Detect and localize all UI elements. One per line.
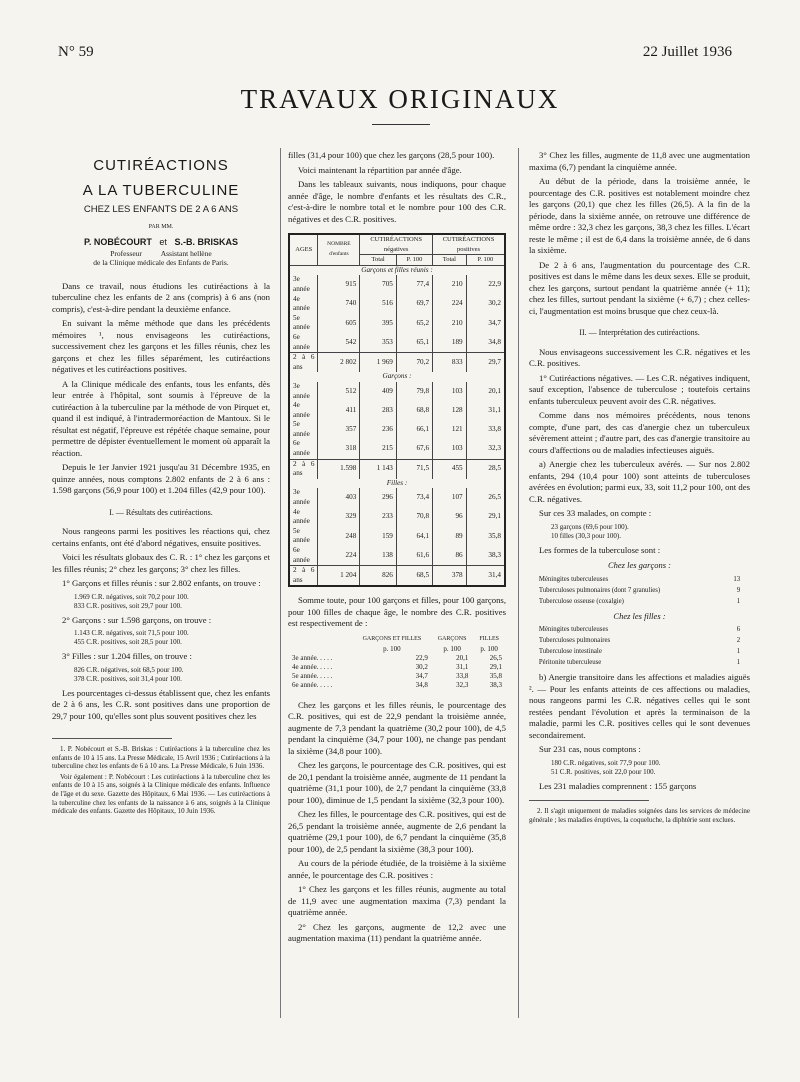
table-cell: 26,5 [489, 653, 502, 662]
table-cell: 6e année [293, 546, 310, 564]
table-cell: 2 802 [318, 353, 360, 373]
table-cell: 6e année [293, 439, 310, 458]
paragraph: Sur ces 33 malades, on compte : [539, 508, 652, 518]
table-cell: 86 [433, 546, 467, 566]
paragraph: filles (31,4 pour 100) que chez les garçons (28,5 pour 100). [288, 150, 495, 160]
table-cell: 5e année. . . . . [292, 671, 333, 680]
table-cell: 409 [360, 382, 397, 401]
table-cell: 455 [433, 459, 467, 479]
author-1: P. NOBÉCOURT [84, 237, 152, 247]
summary-header-boys: GARÇONS [437, 635, 467, 642]
affiliation [52, 249, 270, 267]
table-cell: 22,9 [415, 653, 428, 662]
table-cell: 1 [736, 597, 741, 605]
unit-label: p. 100 [383, 644, 401, 653]
table-row [538, 635, 741, 646]
paragraph: Comme dans nos mémoires précédents, nous tenons compte, d'une part, des cas d'anergie chez un tuberculeux sévèrement atteint ; d'autre part, des cas d'anergie transitoire au cours d'affections ou de maladies infectieuses aiguës. [529, 410, 750, 455]
table-group-title: Garçons : [382, 372, 412, 381]
table-cell: 411 [318, 401, 360, 420]
table-cell: 121 [433, 420, 467, 439]
footnote: 2. Il s'agit uniquement de maladies soignées dans les services de médecine générale ; les maladies éruptives, la coqueluche, la diphtérie sont exclues. [529, 807, 750, 824]
table-cell: 915 [318, 275, 360, 294]
paragraph: 3° Filles : sur 1.204 filles, on trouve : [62, 651, 192, 661]
table-cell: 3e année [293, 275, 310, 293]
percent-summary-table [288, 634, 506, 690]
table-cell: 66,1 [396, 420, 432, 439]
table-cell: 1 969 [360, 353, 397, 373]
paragraph: Les formes de la tuberculose sont : [539, 544, 661, 555]
table-cell: 70,8 [396, 508, 432, 527]
paragraph: Voici les résultats globaux des C. R. : 1° chez les garçons et les filles réunis; 2° chez les garçons; 3° chez les filles. [52, 552, 270, 574]
author-2: S.-B. BRISKAS [174, 237, 238, 247]
result-line: 180 C.R. négatives, soit 77,9 pour 100. 51 C.R. positives, soit 22,0 pour 100. [551, 758, 661, 776]
table-group-title: Filles : [386, 478, 408, 487]
forms-table-girls [538, 624, 741, 668]
section-heading-1: I. — Résultats des cutiréactions. [109, 507, 213, 517]
table-row [289, 333, 505, 353]
table-cell: 6e année [293, 332, 310, 351]
table-row [289, 314, 505, 333]
table-total-row [289, 566, 505, 587]
table-group-row [289, 479, 505, 489]
table-cell: 38,3 [489, 680, 502, 689]
paragraph: Chez les garçons et les filles réunis, le pourcentage des C.R. positives, qui est de 22,9 pendant la troisième année, augmente de 7,3 pendant la quatrième (30,2 pour 100), de 4,5 pendant la cinquième (34,7 pour 100), ne change pas pendant la sixième (34,8 pour 100). [288, 699, 506, 756]
table-cell: 34,7 [415, 671, 428, 680]
table-row [288, 654, 506, 663]
table-cell: 1 [736, 648, 741, 655]
paragraph: 1° Cutiréactions négatives. — Les C.R. négatives indiquent, sauf exception, l'absence de tuberculose ; toutefois certains enfants tuberculeux peuvent avoir des C.R. négatives. [529, 372, 750, 406]
table-cell: 3e année [293, 488, 310, 507]
table-cell: Tuberculose intestinale [538, 648, 602, 655]
table-cell: 20,1 [466, 382, 505, 401]
paragraph: a) Anergie chez les tuberculeux avérés. — Sur nos 2.802 enfants, 294 (10,4 pour 100) sont atteints de tuberculoses avérées en évolution; parmi eux, 33, soit 11,2 pour 100, ont des C.R. négatives. [529, 459, 750, 504]
paragraph: En suivant la même méthode que dans les précédents mémoires ¹, nous envisageons les cutiréactions, successivement chez les garçons et les filles réunis, chez les garçons et chez les filles séparément, les cutiréactions négatives et les cutiréactions positives. [52, 318, 270, 374]
table-header-ages: AGES [289, 234, 318, 265]
table-cell: 103 [433, 382, 467, 401]
table-cell: Péritonite tuberculeuse [538, 659, 602, 666]
paragraph: Chez les filles, le pourcentage des C.R. positives, qui est de 26,5 pendant la troisième année, augmente de 2,6 pendant la quatrième (29,1 pour 100), de 6,7 pendant la cinquième (35,8 pour 100), de 2,5 pendant la sixième (38,3 pour 100). [288, 809, 506, 854]
table-cell: 32,3 [456, 680, 469, 689]
table-cell: 5e année [293, 420, 310, 438]
table-cell: 70,2 [396, 353, 432, 373]
table-header-negative: CUTIRÉACTIONS négatives [360, 234, 433, 255]
table-cell: 34,8 [415, 680, 428, 689]
result-line: 826 C.R. négatives, soit 68,5 pour 100. 378 C.R. positives, soit 31,4 pour 100. [74, 665, 184, 683]
table-cell: 248 [318, 527, 360, 546]
table-cell: 224 [433, 295, 467, 314]
table-cell: 33,8 [456, 671, 469, 680]
table-row [289, 382, 505, 401]
paragraph: De 2 à 6 ans, l'augmentation du pourcentage des C.R. positives est dans le même dans les deux sexes. Elle se produit, chez les garçons, surtout pendant la quatrième année (+ 11); chez les filles, surtout pendant la sixième (+ 6,7) ; chez celles-ci, l'augmentation est moins brusque que chez ceux-là. [529, 259, 750, 316]
table-cell: 29,1 [489, 662, 502, 671]
table-header-count: NOMBRE d'enfants [318, 234, 360, 265]
table-cell: 30,2 [466, 295, 505, 314]
table-header-positive: CUTIRÉACTIONS positives [433, 234, 505, 255]
footnote: 1. P. Nobécourt et S.-B. Briskas : Cutiréactions à la tuberculine chez les enfants de 10 à 15 ans. La Presse Médicale, 15 Avril 1936 ; Cutiréactions à la tuberculine chez les enfants de 6 à 10 ans. La Presse Médicale, 6 Juin 1936. [52, 745, 270, 771]
table-cell: 6e année. . . . . [292, 680, 333, 689]
age-results-table [288, 233, 506, 587]
table-row [288, 672, 506, 681]
column-3 [529, 150, 750, 826]
table-group-row [289, 372, 505, 382]
paragraph: Les pourcentages ci-dessus établissent que, chez les enfants de 2 à 6 ans, les C.R. sont positives dans une proportion de 29,7 pour 100, qu'elles sont plus souvent positives chez les [52, 687, 270, 721]
paragraph: Somme toute, pour 100 garçons et filles, pour 100 garçons, pour 100 filles de chaque âge, le nombre des C.R. positives est respectivement de : [288, 595, 506, 629]
paragraph: Les 231 maladies comprennent : 155 garçons [539, 780, 697, 791]
table-cell: 35,8 [466, 527, 505, 546]
table-header-percent: P. 100 [396, 255, 432, 266]
column-divider-1 [280, 148, 281, 1018]
paragraph: Voici maintenant la répartition par année d'âge. [298, 164, 462, 175]
table-cell: 1 [736, 659, 741, 666]
paragraph: 3° Chez les filles, augmente de 11,8 avec une augmentation maxima (6,7) pendant la cinquième année. [529, 150, 750, 172]
result-line: 1.969 C.R. négatives, soit 70,2 pour 100. 833 C.R. positives, soit 29,7 pour 100. [74, 592, 189, 610]
table-cell: 353 [360, 333, 397, 353]
table-cell: 296 [360, 488, 397, 507]
table-cell: Tuberculoses pulmonaires [538, 637, 611, 644]
table-cell: 318 [318, 439, 360, 459]
by-line: PAR MM. [148, 223, 174, 230]
table-cell: 31,1 [456, 662, 469, 671]
section-title: TRAVAUX ORIGINAUX [240, 84, 560, 114]
column-2 [288, 150, 506, 948]
result-line: 23 garçons (69,6 pour 100). 10 filles (30,3 pour 100). [551, 522, 629, 540]
table-cell: 96 [433, 508, 467, 527]
paragraph: Au début de la période, dans la troisième année, le pourcentage des C.R. positives est notablement moindre chez les garçons (20,1) que chez les filles (26,5). A la fin de la période, dans la sixième année, on retrouve une différence de même ordre : 32,3 chez les garçons, 38,3 chez les filles. L'écart reste le même ; il est de 6,4 dans la troisième année, de 6 dans la sixième. [529, 176, 750, 255]
table-row [288, 681, 506, 690]
issue-number: N° 59 [58, 44, 94, 60]
table-cell: 71,5 [396, 459, 432, 479]
table-cell: 9 [736, 586, 741, 594]
table-row [289, 527, 505, 546]
table-row [538, 646, 741, 657]
author-conjunction: et [159, 237, 167, 247]
article-title-line-2: A LA TUBERCULINE [82, 182, 240, 199]
authors [52, 237, 270, 249]
table-cell: 605 [318, 314, 360, 333]
table-cell: 512 [318, 382, 360, 401]
table-header-total: Total [433, 255, 467, 266]
table-cell: 378 [433, 566, 467, 587]
table-cell: 26,5 [466, 488, 505, 507]
table-cell: 3e année. . . . . [292, 653, 333, 662]
table-row [289, 439, 505, 459]
table-total-row [289, 353, 505, 373]
paragraph: b) Anergie transitoire dans les affections et maladies aiguës ². — Pour les enfants atteints de ces affections ou maladies, nous rangeons parmi les C.R. négatives celles qui le sont restées pendant l'évolution et après la terminaison de la maladie, parmi les C.R. positives celles qui le sont devenues secondairement. [529, 672, 750, 740]
subgroup-title-girls: Chez les filles : [613, 610, 666, 621]
table-cell: 826 [360, 566, 397, 587]
table-cell: 34,8 [466, 333, 505, 353]
table-cell: 2 à 6 ans [289, 353, 318, 373]
subgroup-title-boys: Chez les garçons : [607, 560, 672, 570]
table-row [289, 546, 505, 566]
table-cell: 236 [360, 420, 397, 439]
table-cell: 31,1 [466, 401, 505, 420]
article-title-line-1: CUTIRÉACTIONS [93, 157, 229, 174]
unit-label: p. 100 [443, 644, 461, 653]
table-cell: 740 [318, 295, 360, 314]
table-cell: 38,3 [466, 546, 505, 566]
table-cell: 1 143 [360, 459, 397, 479]
paragraph: Au cours de la période étudiée, de la troisième à la sixième année, le pourcentage des C.R. positives : [288, 858, 506, 880]
paragraph: A la Clinique médicale des enfants, tous les enfants, dès leur entrée à l'hôpital, sont soumis à l'épreuve de la cutiréaction à la tuberculine par la méthode de von Pirquet et, quand il est indiqué, à l'intradermoréaction de Mantoux. Si le résultat est négatif, l'épreuve est répétée chaque semaine, pour permettre de dépister éventuellement le moment où apparaît la réaction. [52, 378, 270, 458]
table-row [538, 624, 741, 635]
table-cell: 69,7 [396, 295, 432, 314]
table-cell: 13 [733, 575, 741, 583]
page-header [40, 44, 760, 64]
table-group-title: Garçons et filles réunis : [361, 265, 433, 274]
table-cell: 138 [360, 546, 397, 566]
table-row [538, 596, 741, 607]
column-1 [52, 150, 270, 818]
table-row [289, 420, 505, 439]
table-cell: 2 [736, 637, 741, 644]
paragraph: 2° Garçons : sur 1.598 garçons, on trouve : [62, 614, 212, 625]
table-cell: 22,9 [466, 275, 505, 294]
table-cell: 35,8 [489, 671, 502, 680]
table-cell: 103 [433, 439, 467, 459]
table-cell: 215 [360, 439, 397, 459]
table-cell: 20,1 [456, 653, 469, 662]
table-cell: 79,8 [396, 382, 432, 401]
affiliation-2: Assistant hellène [160, 248, 212, 258]
paragraph: 1° Chez les garçons et les filles réunis, augmente au total de 11,9 avec une augmentation maxima (7,3) pendant la quatrième année. [288, 884, 506, 918]
table-cell: 705 [360, 275, 397, 294]
table-cell: 4e année [293, 507, 310, 526]
table-cell: 4e année [293, 401, 310, 419]
result-line: 1.143 C.R. négatives, soit 71,5 pour 100. 455 C.R. positives, soit 28,5 pour 100. [74, 629, 189, 646]
paragraph: Nous envisageons successivement les C.R. négatives et les C.R. positives. [529, 346, 750, 368]
table-cell: 5e année [293, 526, 310, 545]
table-cell: 29,7 [466, 353, 505, 373]
table-cell: 28,5 [466, 459, 505, 479]
table-total-row [289, 459, 505, 479]
table-cell: 542 [318, 333, 360, 353]
table-cell: 5e année [293, 313, 310, 332]
table-cell: 77,4 [396, 275, 432, 294]
table-cell: 30,2 [415, 662, 428, 671]
table-cell: 68,8 [396, 401, 432, 420]
table-header-percent: P. 100 [466, 255, 505, 266]
table-cell: Méningites tuberculeuses [538, 626, 609, 633]
table-row [289, 488, 505, 507]
table-row [538, 574, 741, 585]
table-cell: 224 [318, 546, 360, 566]
footnote: Voir également : P. Nobécourt : Les cutiréactions à la tuberculine chez les enfants de 10 à 15 ans, soignés à la Clinique médicale des enfants. Influence de l'âge et du sexe. Gazette des Hôpitaux, 6 Mai 1936. — Les cutiréactions à la tuberculine chez les enfants de la naissance à 6 ans, soignés à la Clinique médicale des enfants. Gazette des Hôpitaux, 10 Juin 1936. [52, 772, 270, 816]
paragraph: Sur 231 cas, nous comptons : [539, 744, 641, 754]
forms-table-boys [538, 574, 741, 607]
affiliation-1: Professeur [110, 248, 142, 258]
table-row [289, 275, 505, 294]
paragraph: Chez les garçons, le pourcentage des C.R. positives, qui est de 20,1 pendant la troisième année, augmente de 11 pendant la quatrième (31,1 pour 100), de 2,7 pendant la cinquième (33,8 pour 100), diminue de 1,5 pendant la sixième (32,3 pour 100). [288, 760, 506, 805]
table-cell: 210 [433, 314, 467, 333]
table-row [289, 508, 505, 527]
affiliation-3: de la Clinique médicale des Enfants de Paris. [93, 257, 229, 267]
table-cell: 3e année [293, 381, 310, 400]
table-row [289, 295, 505, 314]
table-row [288, 663, 506, 672]
table-cell: 1 204 [318, 566, 360, 587]
footnote-rule [52, 738, 172, 739]
table-cell: 61,6 [396, 546, 432, 566]
title-rule [372, 124, 430, 125]
table-group-row [289, 265, 505, 275]
paragraph: 2° Chez les garçons, augmente de 12,2 avec une augmentation maxima (11) pendant la quatrième année. [288, 921, 506, 944]
table-cell: 159 [360, 527, 397, 546]
paragraph: Depuis le 1er Janvier 1921 jusqu'au 31 Décembre 1935, en quinze années, nous comptons 2.802 enfants de 2 à 6 ans : 1.598 garçons (56,9 pour 100) et 1.204 filles (42,9 pour 100). [52, 462, 270, 495]
table-cell: 189 [433, 333, 467, 353]
paragraph: Dans les tableaux suivants, nous indiquons, pour chaque année d'âge, le nombre d'enfants et les résultats des C.R., c'est-à-dire le nombre total et le nombre pour 100 des C.R. négatives et des C.R. positives. [288, 179, 506, 224]
section-heading-2: II. — Interprétation des cutiréactions. [579, 328, 700, 337]
paragraph: Nous rangeons parmi les positives les réactions qui, chez certains enfants, ont été d'abord négatives, ensuite positives. [52, 526, 270, 548]
table-cell: 395 [360, 314, 397, 333]
summary-header-girls: FILLES [479, 635, 499, 642]
table-cell: 6 [736, 626, 741, 633]
table-cell: 33,8 [466, 420, 505, 439]
table-cell: 4e année [293, 294, 310, 313]
table-cell: 329 [318, 508, 360, 527]
table-cell: 516 [360, 295, 397, 314]
summary-header-both: GARÇONS ET FILLES [362, 635, 422, 642]
table-cell: Méningites tuberculeuses [538, 575, 609, 583]
table-cell: 64,1 [396, 527, 432, 546]
table-cell: 833 [433, 353, 467, 373]
table-cell: 34,7 [466, 314, 505, 333]
table-cell: 68,5 [396, 566, 432, 587]
table-cell: Tuberculose osseuse (coxalgie) [538, 597, 624, 605]
table-row [538, 657, 741, 668]
table-header-total: Total [360, 255, 397, 266]
table-cell: 32,3 [466, 439, 505, 459]
table-cell: 89 [433, 527, 467, 546]
table-cell: 4e année. . . . . [292, 662, 333, 671]
article-subtitle: CHEZ LES ENFANTS DE 2 A 6 ANS [83, 204, 239, 215]
table-cell: 31,4 [466, 566, 505, 587]
column-divider-2 [518, 148, 519, 1018]
table-cell: 65,2 [396, 314, 432, 333]
issue-date: 22 Juillet 1936 [642, 44, 732, 60]
table-cell: 2 à 6 ans [289, 566, 318, 587]
table-row [538, 585, 741, 596]
table-cell: 73,4 [396, 488, 432, 507]
unit-label: p. 100 [480, 644, 498, 653]
paragraph: 1° Garçons et filles réunis : sur 2.802 enfants, on trouve : [62, 578, 261, 588]
table-cell: 128 [433, 401, 467, 420]
table-cell: Tuberculoses pulmonaires (dont 7 granulies) [538, 586, 661, 594]
table-cell: 210 [433, 275, 467, 294]
table-cell: 65,1 [396, 333, 432, 353]
table-cell: 1.598 [318, 459, 360, 479]
table-cell: 67,6 [396, 439, 432, 459]
table-cell: 283 [360, 401, 397, 420]
table-cell: 2 à 6 ans [289, 459, 318, 479]
table-cell: 29,1 [466, 508, 505, 527]
footnote-rule [529, 800, 649, 801]
table-row [289, 401, 505, 420]
table-cell: 403 [318, 488, 360, 507]
paragraph: Dans ce travail, nous étudions les cutiréactions à la tuberculine chez les enfants de 2 ans (compris) à 6 ans (non compris), c'est-à-dire pendant la deuxième enfance. [52, 280, 270, 314]
table-cell: 357 [318, 420, 360, 439]
table-cell: 107 [433, 488, 467, 507]
table-cell: 233 [360, 508, 397, 527]
